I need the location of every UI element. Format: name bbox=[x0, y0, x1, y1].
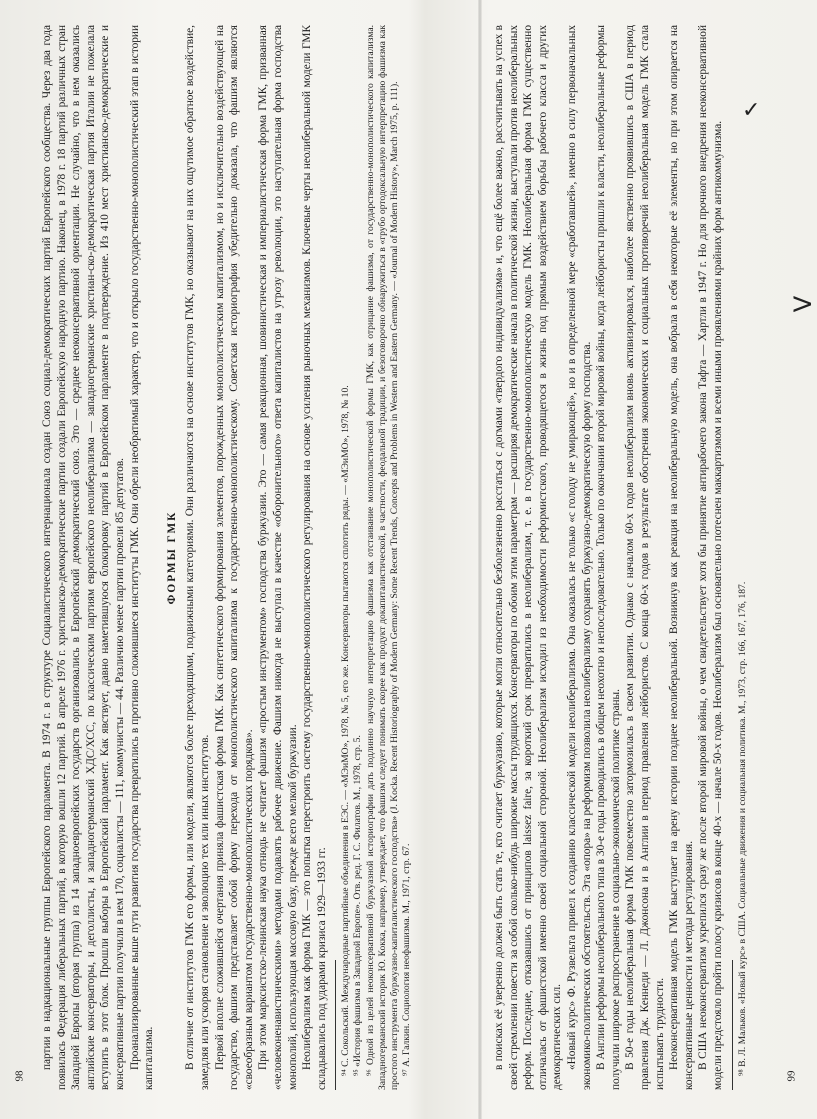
left-paragraph: Проанализированные выше пути развития государства превратились в противно сложившиеся институты ГМК. Они обрели необратимый характер, что и открыло государственно-монополистический этап в истории капитализма. bbox=[128, 25, 156, 1090]
left-page bbox=[40, 25, 470, 1090]
footnote-rule bbox=[335, 960, 336, 1090]
right-page bbox=[492, 25, 792, 1090]
right-footnotes bbox=[737, 25, 749, 1090]
right-paragraph: В США неоконсерватизм укрепился сразу же после второй мировой войны, о чем свидетельствует хотя бы принятие антирабочего закона Тафта — Хартли в 1947 г. Но для прочного внедрения неоконсервативной модели предстояло пройти полосу кризисов в конце 40-х — начале 50-х годов. Неолиберализм был основательно потеснен маккартизмом и всеми иными проявлениями крайних форм антикоммунизма. bbox=[697, 25, 724, 1090]
page-number-left: 98 bbox=[13, 1070, 26, 1082]
page-fold bbox=[478, 0, 482, 1119]
right-paragraph: В 50-е годы неолиберальная форма ГМК повсеместно затормозилась в своем развитии. Однако с началом 60-х годов неолиберализм вновь активизировался, наиболее явственно проявившись в США в период правления Дж. Кеннеди — Л. Джонсона и в Англии в период правления лейбористов. С конца 60-х годов в результате обострения экономических и социальных противоречий неолиберальная модель ГМК стала испытывать трудности. bbox=[624, 25, 666, 1090]
left-paragraph: В отличие от институтов ГМК его формы, или модели, являются более преходящими, подвижными категориями. Они различаются на основе институтов ГМК, но оказывают на них ощутимое обратное воздействие, замедляя или ускоряя становление и эволюцию тех или иных институтов. bbox=[184, 25, 211, 1090]
footnote: ⁹⁷ А. Галкин. Социология неофашизма. М., 1971, стр. 67. bbox=[401, 843, 413, 1076]
check-mark-icon: ✓ bbox=[742, 98, 761, 123]
section-heading: ФОРМЫ ГМК bbox=[165, 510, 178, 605]
left-paragraph: При этом марксистско-ленинская наука отнюдь не считает фашизм «простым инструментом» господства буржуазии. Это — самая реакционная, шовинистическая и империалистическая форма ГМК, призванная «человеконенавистническими» методами подавлять рабочее движение. Фашизм никогда не выступал в качестве «оборонительного» ответа капиталистов на угрозу революции, это наступательная форма господства монополий, использующая массовую базу, прежде всего мелкой буржуазии. bbox=[257, 25, 299, 1090]
left-paragraph: Неолиберализм как форма ГМК — это попытка перестроить систему государственно-монополистического регулирования на основе усиления рыночных механизмов. Ключевые черты неолиберальной модели ГМК складывались под ударами кризиса 1929—1933 гг. bbox=[301, 25, 328, 1090]
left-footnotes bbox=[340, 25, 413, 1090]
footnote: ⁹⁸ В. Л. Мальков. «Новый курс» в США. Социальные движения и социальная политика. М., 1973, стр. 166, 167, 176, 187. bbox=[736, 581, 748, 1076]
footnote: ⁹⁶ Одной из целей неоконсервативной буржуазной историографии дать подлинно научную интерпретацию фашизма как отстаивание монополистической формы ГМК, как отрицание фашизма, от государственно-монополистического капитализма. Западногерманский историк Ю. Кокка, например, утверждает, что фашизм следует понимать скорее как продукт докапиталистической, в частности, феодальной традиции, и безоговорочно обнаружиться в «грубо ортодоксальную интерпретацию фашизма как простого инструмента буржуазно-капиталистического господства» (J. Kocka. Recent Historiography of Modern Germany: Some Recent Trends, Concepts and Problems in Western and Eastern Germany. — «Journal of Modern History», March 1975, p. 111). bbox=[364, 25, 401, 1090]
right-paragraph: Неоконсервативная модель ГМК выступает на арену истории позднее неолиберальной. Возникнув как реакция на неолиберальную модель, она вобрала в себя некоторые её элементы, но при этом опирается на консервативные ценности и методы регулирования. bbox=[668, 25, 695, 1090]
right-paragraph: В Англии реформы неолиберального типа в 30-е годы проводились в общем неохотно и непоследовательно. Только по окончании второй мировой войны, когда лейбористы пришли к власти, неолиберальные реформы получили широкое распространение в социально-экономической политике страны. bbox=[595, 25, 622, 1090]
footnote-rule bbox=[732, 960, 733, 1090]
footnote: ⁹⁵ «История фашизма в Западной Европе». Отв. ред. Г. С. Филатов. М., 1978, стр. 5. bbox=[352, 735, 364, 1076]
v-mark-icon: V bbox=[789, 295, 817, 313]
right-paragraph: в поисках её уверенно должен быть стать те, кто считает буржуазию, которые могли относительно безболезненно расстаться с догмами «твердого индивидуализма» и, что ещё более важно, рассчитывать на успех в своей стремлении повести за собой сколько-нибудь широкие массы трудящихся. Консерваторы по обоим этим параметрам — расширяя демократические начала в политической жизни, выступали против неолиберальных реформ. Последние, отказавшись от принципов laissez faire, за короткий срок превратились в неолиберализм, т. е. в государственно-монополистическую модель ГМК. Неолиберальная форма ГМК существенно отличалась от фашистской именно своей социальной стороной. Неолиберализм исходил из необходимости реформистского, проводящегося в жизнь под прямым воздействием борьбы рабочего класса и других демократических сил. bbox=[493, 25, 564, 1090]
left-paragraph: партии в надкациональные группы Европейского парламента. В 1974 г. в структуре Социалистического интернационала создан Союз социал-демократических партий Европейского сообщества. Через два года появилась Федерация либеральных партий, в которую вошли 12 партий. В апреле 1976 г. христианско-демократические партии создали Европейскую народную партию. Наконец, в 1978 г. 18 партий различных стран Западной Европы (вторая группа) из 14 западноевропейских государств организовались в Европейский демократический союз. Это — среднее неоконсервативной ориентации. Не случайно, что в нем оказались английские консерваторы, и деголлисты, и западногерманский ХДС/ХСС, по классическим партиям европейского неолиберализма — западногерманские христиан-ско-демократическая партия Италии не пожелала вступить в этот блок. Прошли выборы в Европейский парламент. Как явствует, давно наметившуюся блокировку партий в Европейском парламенте в подтверждение. Из 410 мест христианско-демократические и консервативные партии получили в нем 170, социалисты — 111, коммунисты — 44. Различию менее партии провели 85 депутатов. bbox=[41, 25, 126, 1090]
left-paragraph: Первой вполне сложившейся очертания приняла фашистская форма ГМК. Как синтетического формирования элементов, порожденных монополистическим капитализмом, но и исключительно воздействующей на государство, фашизм представляет собой форму перехода от монополистического капитализма к государственно-монополистическому. Советская историография убедительно доказала, что фашизм являются «своеобразным вариантом государственно-монополистических порядков». bbox=[213, 25, 255, 1090]
page-number-right: 99 bbox=[785, 1070, 798, 1082]
right-paragraph: «Новый курс» Ф. Рузвельта привел к созданию классической модели неолиберализма. Она оказалась не только «с голоду не умирающей», но и в определенной мере «сработавшей», именно в силу первоначальных экономико-политических обстоятельств. Эта «опора» на реформизм позволила неолиберализму сохранять буржуазно-демократическую форму господства. bbox=[565, 25, 593, 1090]
footnote: ⁹⁴ С. Сокольский. Международные партийные объединения в ЕЭС. — «МЭиМО», 1978, № 5, его же. Консерваторы пытаются сплотить ряды. — «МЭиМО», 1978, № 10. bbox=[340, 385, 352, 1076]
